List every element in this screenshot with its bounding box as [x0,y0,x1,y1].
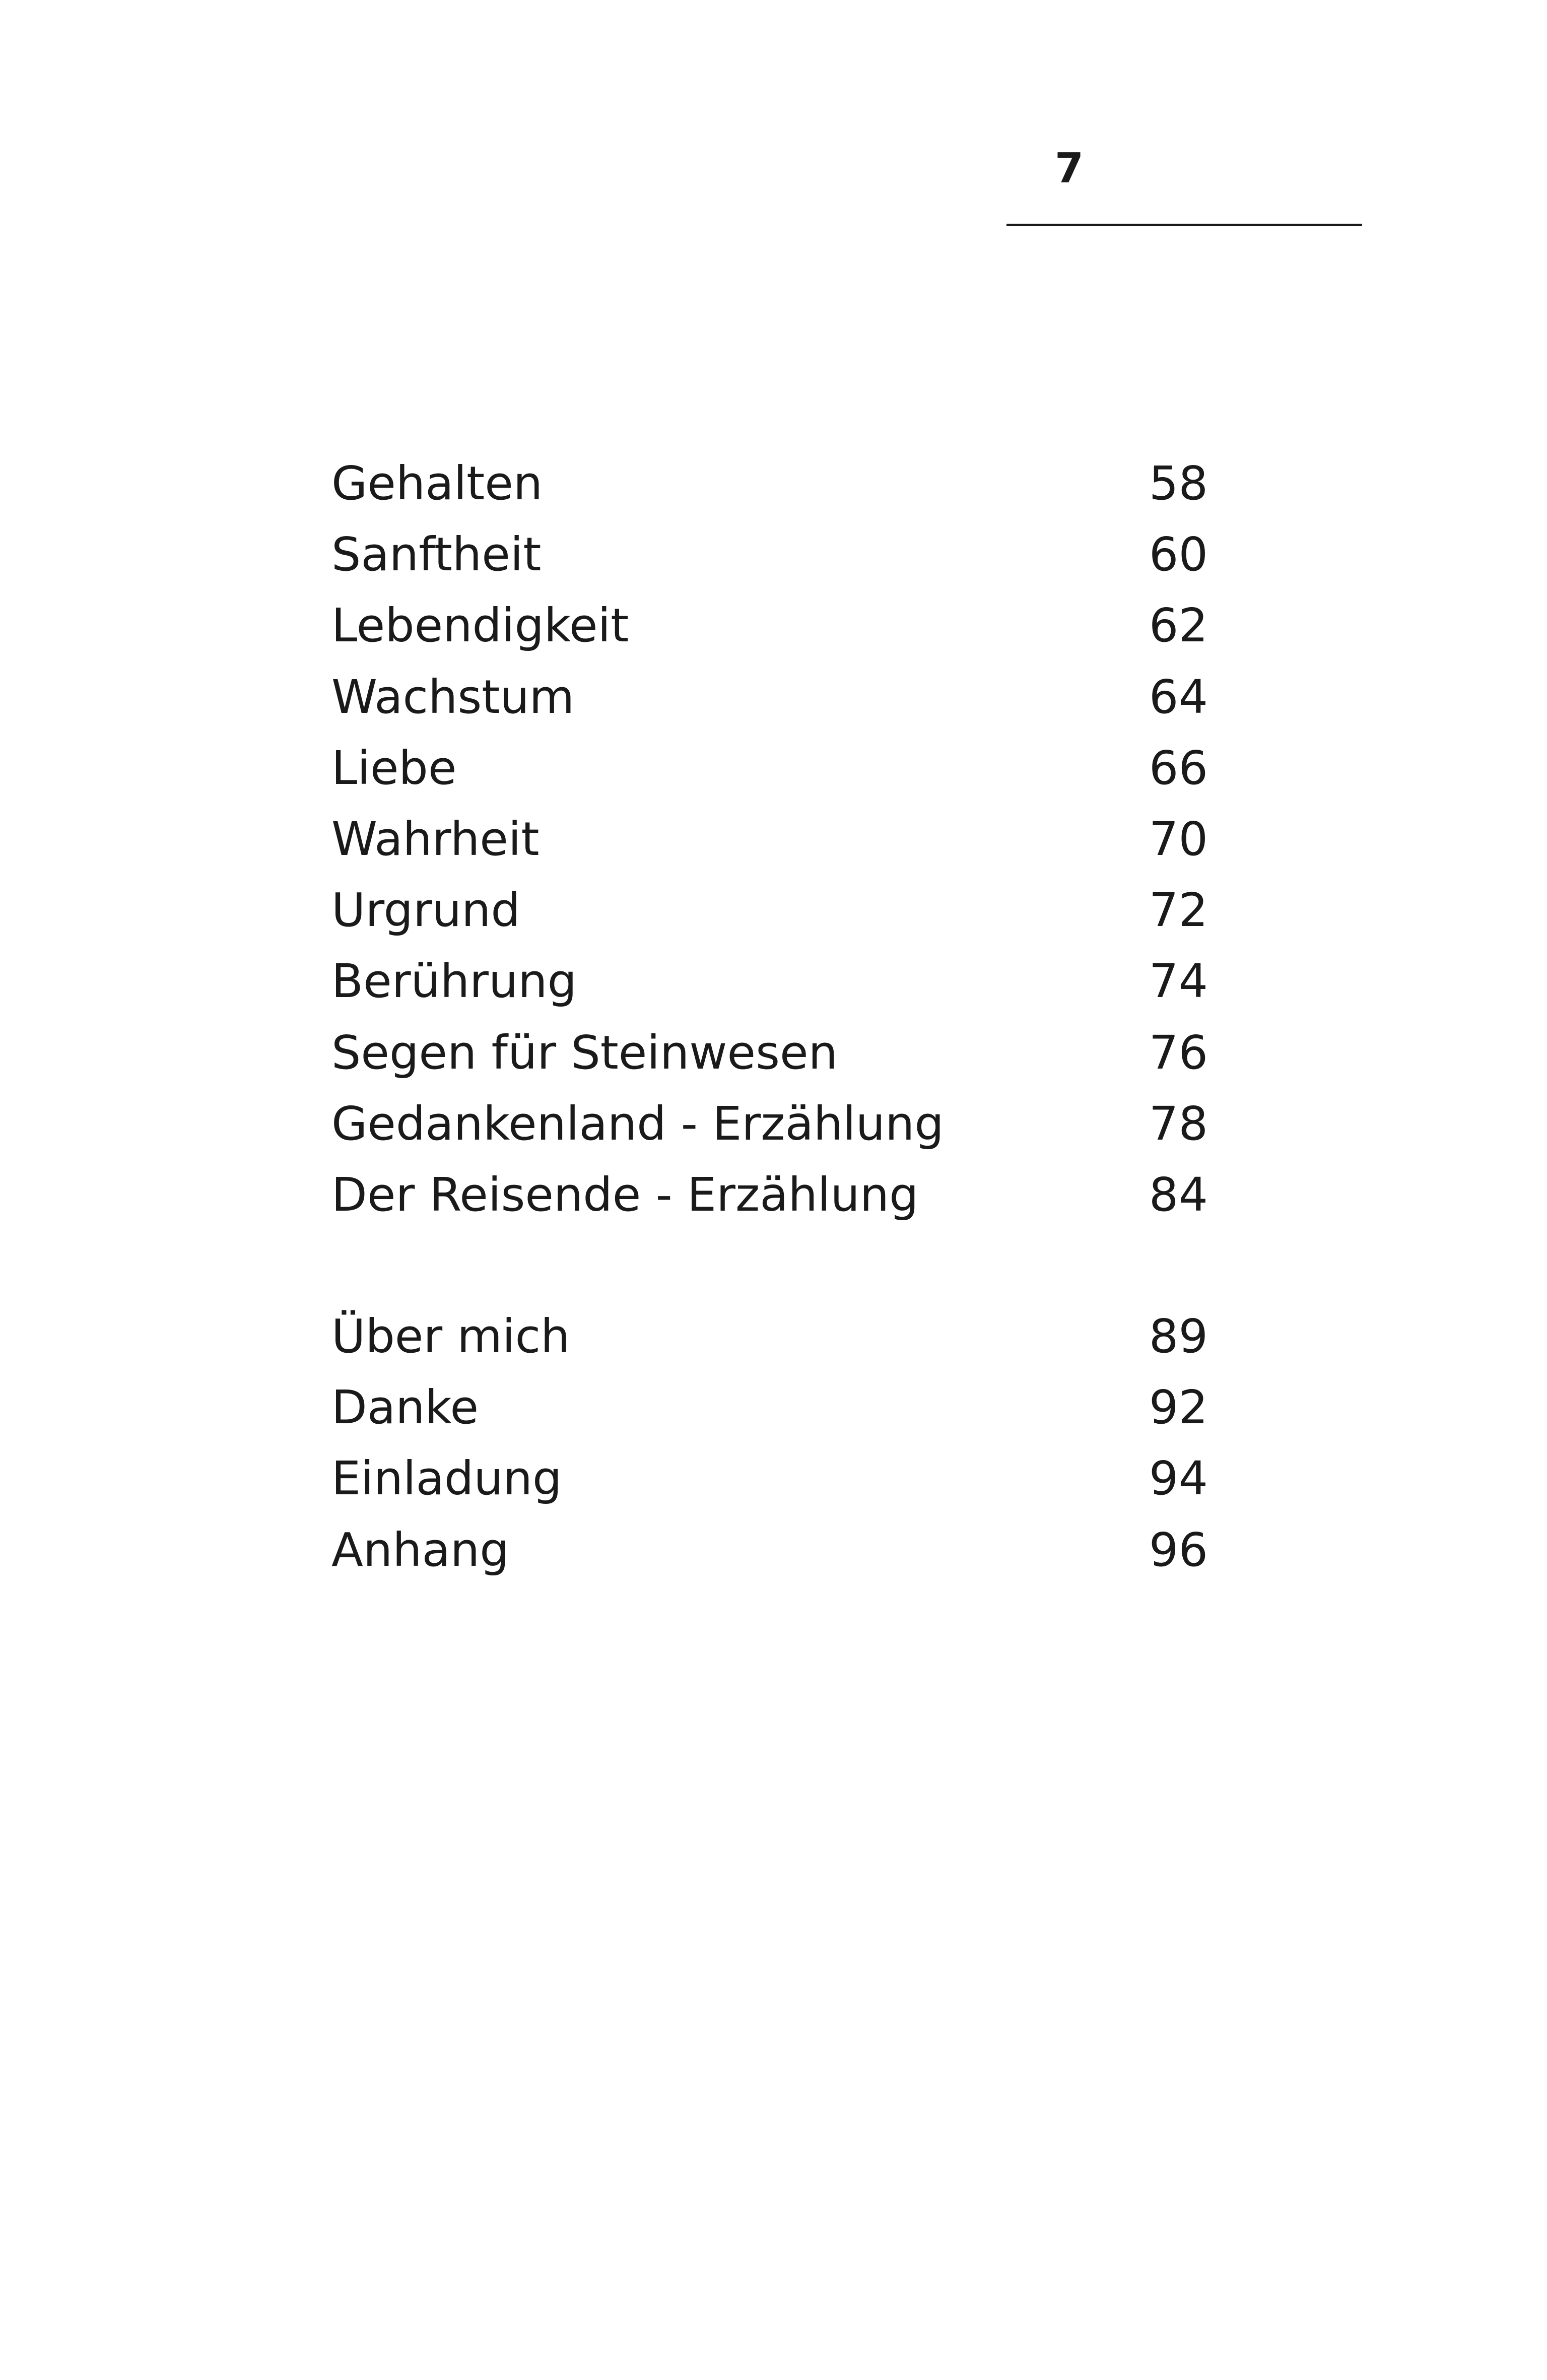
toc-entry-title: Über mich [331,1309,570,1363]
toc-entry [331,807,1208,878]
toc-back-matter-section [331,1304,1208,1589]
toc-entry-title: Gehalten [331,456,543,510]
page-number: 7 [1055,145,1084,192]
toc-entry-page: 76 [1149,1025,1208,1080]
toc-entry-page: 92 [1149,1380,1208,1435]
toc-entry-page: 94 [1149,1451,1208,1506]
toc-entry [331,878,1208,949]
toc-entry [331,1304,1208,1375]
toc-entry-page: 70 [1149,812,1208,866]
toc-entry-page: 64 [1149,670,1208,724]
toc-entry-title: Gedankenland - Erzählung [331,1096,944,1151]
toc-entry-page: 84 [1149,1167,1208,1222]
toc-entry [331,1020,1208,1091]
toc-entry [331,1162,1208,1233]
toc-entry [331,522,1208,593]
toc-entry [331,665,1208,736]
toc-entry-title: Berührung [331,954,577,1009]
toc-entry [331,1517,1208,1589]
toc-entry-title: Sanftheit [331,527,542,582]
toc-entry-page: 89 [1149,1309,1208,1363]
header-rule [1006,224,1362,226]
toc-entry-title: Lebendigkeit [331,599,629,653]
toc-entry [331,593,1208,664]
toc-entry-title: Einladung [331,1451,562,1506]
page-header [1006,141,1362,227]
toc-entry-title: Anhang [331,1523,509,1577]
toc-entry [331,949,1208,1020]
toc-entry-page: 96 [1149,1523,1208,1577]
toc-entry-page: 74 [1149,954,1208,1009]
toc-entry-page: 58 [1149,456,1208,510]
toc-entry-title: Liebe [331,741,457,795]
toc-entry-page: 66 [1149,741,1208,795]
toc-entry-page: 60 [1149,527,1208,582]
toc-entry-page: 72 [1149,883,1208,938]
toc-entry [331,1091,1208,1162]
toc-entry-page: 62 [1149,599,1208,653]
toc-entry-title: Wachstum [331,670,575,724]
toc-entry [331,1375,1208,1446]
toc-entry-title: Wahrheit [331,812,540,866]
toc-main-section [331,451,1208,1233]
toc-entry [331,736,1208,807]
toc-entry-title: Danke [331,1380,479,1435]
toc-entry-page: 78 [1149,1096,1208,1151]
toc-entry-title: Urgrund [331,883,520,938]
toc-entry [331,1446,1208,1517]
toc-entry [331,451,1208,522]
toc-entry-title: Der Reisende - Erzählung [331,1167,919,1222]
toc-entry-title: Segen für Steinwesen [331,1025,838,1080]
